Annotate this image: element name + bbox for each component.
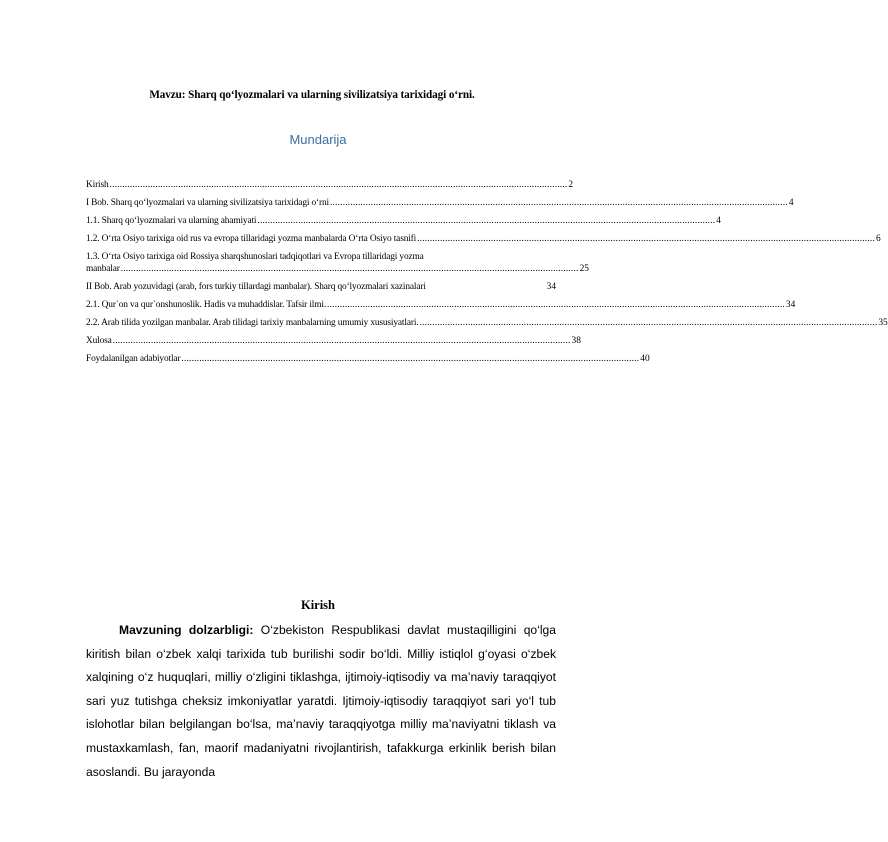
intro-paragraph-text: O‘zbekiston Respublikasi davlat mustaqilligini qo‘lga kiritish bilan o‘zbek xalqi tarixida tub burilishi sodir bo‘ldi. Milliy istiqlol g‘oyasi o‘zbek xalqining o‘z huquqlari, milliy o‘zligini tiklashga, ijtimoiy-iqtisodiy va ma’naviy taraqqiyot sari yuz tutishga cheksiz imkoniyatlar yaratdi. Ijtimoiy-iqtisodiy taraqqiyot sari yo‘l tub islohotlar bilan belgilangan bo‘lsa, ma’naviy taraqqiyotga milliy ma’naviyatni tiklash va mustaxkamlash, fan, maorif madaniyatni rivojlantirish, tafakkurga erkinlik berish bilan asoslandi. Bu jarayonda [86, 623, 556, 779]
toc-entry[interactable] [86, 335, 581, 353]
toc-entry[interactable] [86, 281, 556, 299]
toc-entry-page: 2 [568, 180, 574, 190]
toc-entry-page: 25 [579, 264, 589, 274]
intro-paragraph [86, 619, 556, 784]
toc-leader-dots: .................................................................................................................................................................................... [181, 354, 640, 364]
toc-entry-title: 1.2. O‘rta Osiyo tarixiga oid rus va evropa tillaridagi yozma manbalarda O‘rta Osiyo tasnifi [86, 234, 417, 244]
toc-leader-dots: .................................................................................................................................................................................... [417, 234, 875, 244]
toc-entry[interactable] [86, 233, 881, 251]
section-heading: Kirish [300, 598, 336, 612]
toc-entry-page: 40 [640, 354, 650, 364]
toc-entry[interactable] [86, 251, 589, 281]
toc-entry-title: 1.1. Sharq qo‘lyozmalari va ularning ahamiyati [86, 216, 257, 226]
toc-entry-title: 2.1. Qur`on va qur`onshunoslik. Hadis va muhaddislar. Tafsir ilmi. [86, 300, 327, 310]
toc-leader-dots: .................................................................................................................................................................................... [419, 318, 878, 328]
intro-lead-term: Mavzuning dolzarbligi: [119, 623, 254, 637]
toc-entry[interactable] [86, 299, 796, 317]
toc-entry-title: Xulosa [86, 336, 112, 346]
toc-entry-page: 6 [875, 234, 881, 244]
toc-entry-title: 2.2. Arab tilida yozilgan manbalar. Arab tilidagi tarixiy manbalarning umumiy xususiyatlari. [86, 318, 419, 328]
toc-leader-dots: .................................................................................................................................................................................... [109, 180, 568, 190]
toc-leader-dots: .................................................................................................................................................................................... [112, 336, 571, 346]
table-of-contents [86, 179, 888, 371]
toc-entry-page: 4 [788, 198, 794, 208]
toc-leader-dots: .................................................................................................................................................................................... [257, 216, 716, 226]
toc-entry-page: 35 [878, 318, 888, 328]
toc-leader-dots: .................................................................................................................................................................................... [120, 264, 579, 274]
toc-entry[interactable] [86, 317, 888, 335]
toc-entry-title: 1.3. O‘rta Osiyo tarixiga oid Rossiya sharqshunoslari tadqiqotlari va Evropa tillaridagi yozma [86, 252, 424, 262]
toc-entry-page: 34 [785, 300, 796, 310]
toc-entry[interactable] [86, 353, 650, 371]
toc-heading: Mundarija [289, 132, 347, 147]
toc-entry-title: Foydalanilgan adabiyotlar [86, 354, 181, 364]
toc-entry[interactable] [86, 179, 574, 197]
toc-entry[interactable] [86, 197, 794, 215]
toc-entry-page: 38 [571, 336, 581, 346]
toc-entry-title: I Bob. Sharq qo‘lyozmalari va ularning sivilizatsiya tarixidagi o‘rni [86, 198, 329, 208]
document-title: Mavzu: Sharq qo‘lyozmalari va ularning sivilizatsiya tarixidagi o‘rni. [149, 89, 475, 101]
toc-entry-title: Kirish [86, 180, 109, 190]
toc-entry-title: II Bob. Arab yozuvidagi (arab, fors turkiy tillardagi manbalar). Sharq qo‘lyozmalari xazinalari [86, 282, 426, 292]
toc-entry-title-continued: manbalar [86, 264, 120, 274]
toc-entry[interactable] [86, 215, 721, 233]
toc-leader-dots: .................................................................................................................................................................................... [327, 300, 785, 310]
toc-entry-page: 4 [716, 216, 721, 226]
toc-leader-dots: .................................................................................................................................................................................... [329, 198, 788, 208]
toc-entry-page: 34 [546, 282, 556, 292]
